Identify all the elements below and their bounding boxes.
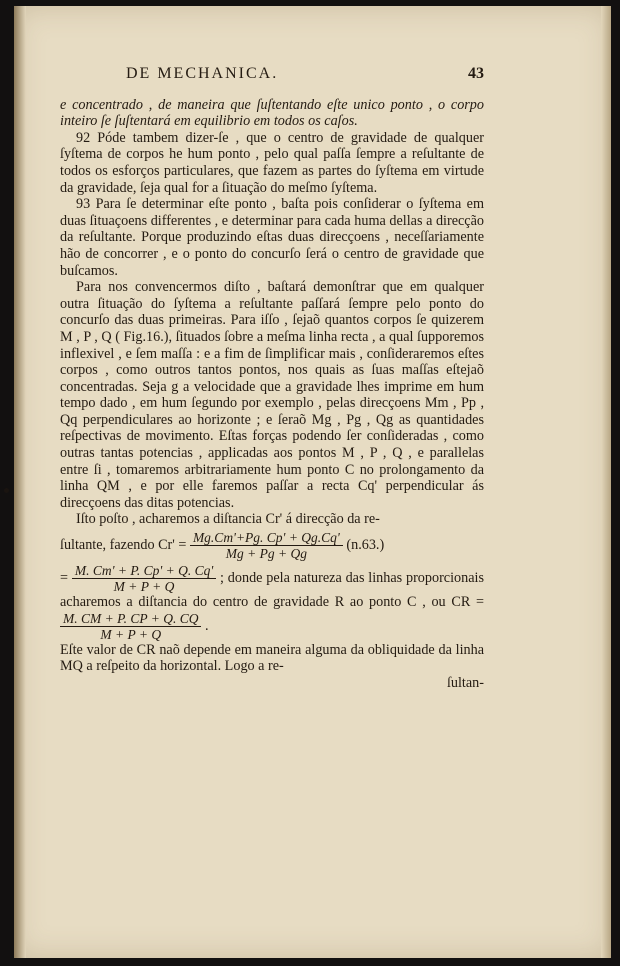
paragraph-closing: Eſte valor de CR naõ depende em maneira alguma da obliquidade da linha MQ a reſpeito da horizontal. Logo a re- (60, 641, 484, 675)
eq2-prefix: = (60, 569, 69, 586)
eq3-numerator: M. CM + P. CP + Q. CQ (60, 611, 201, 627)
eq3-end: . (205, 617, 209, 634)
paragraph-demonstration: Para nos convencermos diſto , baſtará demonſtrar que em qualquer outra ſituação do ſyſtema a reſultante paſſará ſempre pelo ponto do concurſo das duas primeiras. Para iſſo , ſejaõ quantos corpos ſe quizerem M , P , Q ( Fig.16.), ſituados ſobre a meſma linha recta , a qual ſupporemos inflexivel , e ſem maſſa : e a fim de ſimplificar mais , conſideraremos eſtes corpos , como outros tantos pontos, nos quais as ſuas maſſas eſtejaõ concentradas. Seja g a velocidade que a gravidade lhes imprime em hum tempo dado , em hum ſegundo por exemplo , pelas direcçoens Mm , Pp , Qq perpendiculares ao horizonte ; e ſeraõ Mg , Pg , Qg as quantidades reſpectivas de movimento. Eſtas forças podendo ſer conſideradas , como outras tantas potencias , applicadas aos pontos M , P , Q , e parallelas entre ſi , tomaremos arbitrariamente hum ponto C no prolongamento da linha QM , e por elle faremos paſſar a recta Cq' perpendicular ás direcçoens das ditas potencias. (60, 279, 484, 511)
eq3-denominator: M + P + Q (100, 626, 162, 642)
running-header (126, 66, 484, 83)
paragraph-93: 93 Para ſe determinar eſte ponto , baſta pois conſiderar o ſyſtema em duas ſituaçoens differentes , e determinar para cada huma dellas a direcção da reſultante. Porque produzindo eſtas duas direcçoens , neceſſariamente hão de concorrer , e o ponto do concurſo ſerá o centro de gravidade que buſcamos. (60, 196, 484, 279)
paragraph-92: 92 Póde tambem dizer-ſe , que o centro de gravidade de qualquer ſyſtema de corpos he hum ponto , pelo qual paſſa ſempre a reſultante de todos os esforços particulares, que fazem as partes do ſyſtema em virtude da gravidade, ſeja qual for a ſituação do meſmo ſyſtema. (60, 129, 484, 196)
eq1-numerator: Mg.Cm'+Pg. Cp' + Qg.Cq' (190, 530, 343, 546)
eq1-fraction (190, 530, 343, 561)
eq2-fraction (72, 563, 216, 594)
page-left-edge (14, 6, 26, 958)
page-right-edge (601, 6, 611, 958)
eq2-numerator: M. Cm' + P. Cp' + Q. Cq' (72, 563, 216, 579)
eq2-suffix: ; donde pela natureza das linhas proporcionais acharemos a diſtancia do centro de gravidade R ao ponto C , ou CR = (60, 569, 484, 611)
eq2-denominator: M + P + Q (113, 579, 175, 595)
equation-line-2 (60, 563, 484, 642)
paragraph-isto-posto: Iſto poſto , acharemos a diſtancia Cr' á direcção da re- (76, 511, 380, 528)
eq1-denominator: Mg + Pg + Qg (225, 546, 307, 562)
book-page (14, 6, 611, 958)
eq1-reference: (n.63.) (346, 536, 385, 553)
equation-line-1 (60, 530, 484, 561)
catchword: ſultan- (446, 674, 484, 691)
running-title: DE MECHANICA. (126, 65, 279, 82)
eq1-prefix: ſultante, fazendo Cr' = (60, 536, 187, 553)
page-text-block (60, 66, 484, 691)
eq3-fraction (60, 611, 201, 642)
paragraph-continuation: e concentrado , de maneira que ſuſtentando eſte unico ponto , o corpo inteiro ſe ſuſtentará em equilibrio em todos os caſos. (60, 96, 484, 130)
page-number: 43 (468, 65, 484, 82)
margin-ink-dot (4, 488, 9, 493)
